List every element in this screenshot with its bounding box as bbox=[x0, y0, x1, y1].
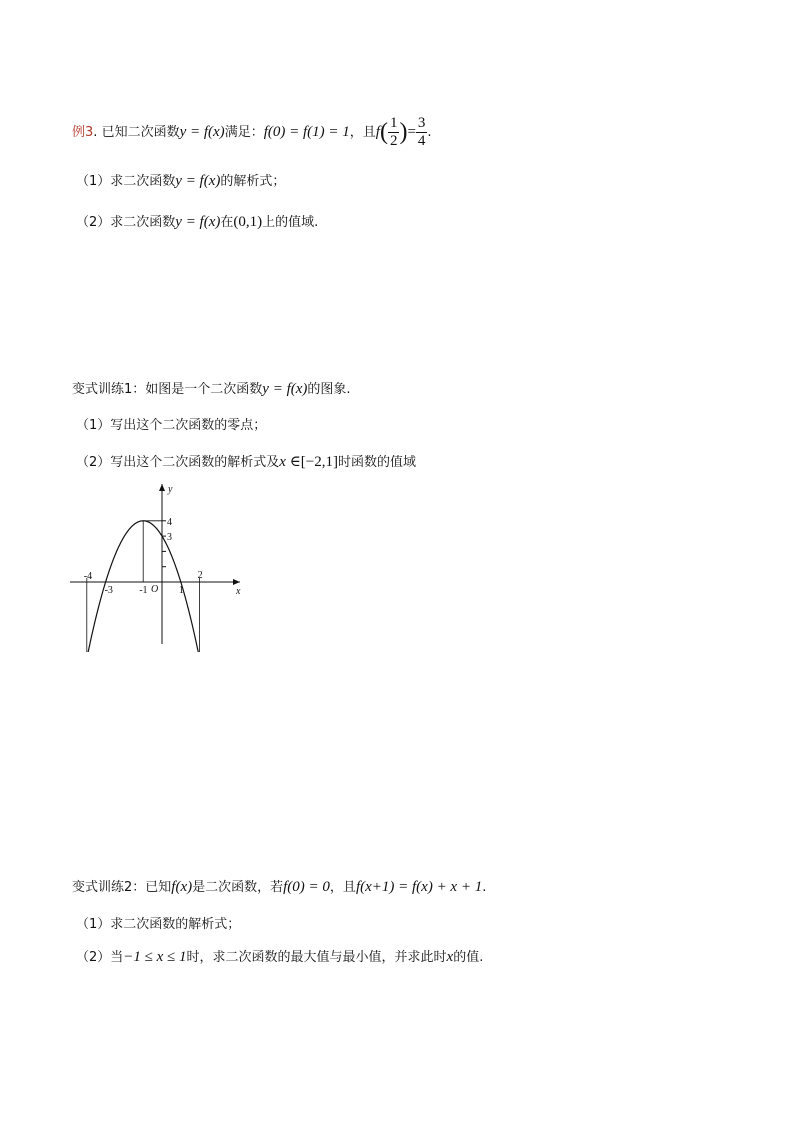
origin-label: O bbox=[151, 584, 159, 595]
variant2-q1: （1）求二次函数的解析式； bbox=[76, 917, 241, 932]
fraction-three-quarters: $\frac{3}{4}$ bbox=[417, 115, 426, 149]
example3-label: 例3 bbox=[72, 125, 94, 140]
x-tick-label: -3 bbox=[104, 585, 113, 596]
x-tick-label: -1 bbox=[139, 585, 148, 596]
example3-q2: （2）求二次函数y = f(x)在(0,1)上的值域. bbox=[76, 214, 319, 230]
variant1-q1: （1）写出这个二次函数的零点； bbox=[76, 418, 267, 433]
example3-statement: 例3. 已知二次函数y = f(x)满足：f(0) = f(1) = 1，且f( $\frac{1}{2}$ )= $\frac{3}{4}$ . bbox=[72, 115, 432, 149]
x-axis-label: x bbox=[236, 586, 241, 597]
x-tick-label: 1 bbox=[178, 585, 184, 596]
variant2-label: 变式训练2： bbox=[72, 880, 146, 895]
example3-q1: （1）求二次函数y = f(x)的解析式； bbox=[76, 173, 286, 189]
x-tick-label: 2 bbox=[197, 570, 203, 581]
fraction-half: $\frac{1}{2}$ bbox=[389, 115, 398, 149]
y-axis-arrow bbox=[159, 484, 165, 491]
variant1-statement: 变式训练1：如图是一个二次函数y = f(x)的图象. bbox=[72, 381, 351, 397]
variant1-q2: （2）写出这个二次函数的解析式及x ∈[−2,1]时函数的值域 bbox=[76, 454, 417, 470]
variant2-q2: （2）当−1 ≤ x ≤ 1时，求二次函数的最大值与最小值，并求此时x的值. bbox=[76, 949, 484, 965]
y-tick-label: 4 bbox=[167, 516, 172, 528]
parabola-graph bbox=[70, 482, 250, 652]
y-tick-label: 3 bbox=[167, 532, 172, 544]
variant1-label: 变式训练1： bbox=[72, 382, 146, 397]
y-axis-label: y bbox=[168, 484, 173, 495]
x-axis-arrow bbox=[233, 579, 240, 585]
variant2-statement: 变式训练2：已知f(x)是二次函数，若f(0) = 0，且f(x+1) = f(x) + x + 1. bbox=[72, 879, 487, 895]
x-tick-label: -4 bbox=[83, 571, 93, 582]
